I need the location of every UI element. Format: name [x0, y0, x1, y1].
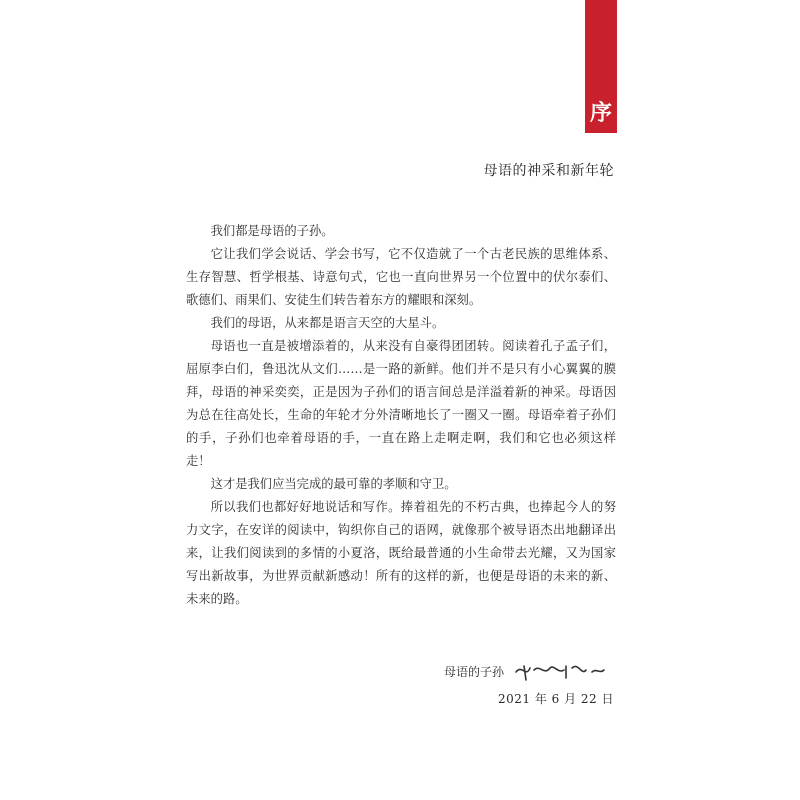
chapter-tab-label: 序 [589, 101, 612, 126]
handwritten-signature [514, 660, 614, 682]
paragraph: 它让我们学会说话、学会书写，它不仅造就了一个古老民族的思维体系、生存智慧、哲学根基、诗意句式，它也一直向世界另一个位置中的伏尔泰们、歌德们、雨果们、安徒生们转告着东方的耀眼和深刻。 [186, 247, 616, 307]
body-text [186, 220, 616, 611]
paragraph: 我们都是母语的子孙。 [210, 224, 334, 238]
paragraph: 母语也一直是被增添着的，从来没有自豪得团团转。阅读着孔子孟子们，屈原李白们，鲁迅沈从文们……是一路的新鲜。他们并不是只有小心翼翼的膜拜，母语的神采奕奕，正是因为子孙们的语言间总是洋溢着新的神采。母语因为总在往高处长，生命的年轮才分外清晰地长了一圈又一圈。母语牵着子孙们的手，子孙们也牵着母语的手，一直在路上走啊走啊，我们和它也必须这样走！ [186, 339, 616, 468]
chapter-tab [585, 0, 617, 133]
page-title: 母语的神采和新年轮 [483, 163, 614, 179]
paragraph: 这才是我们应当完成的最可靠的孝顺和守卫。 [210, 477, 457, 491]
signature-label: 母语的子孙 [443, 664, 504, 679]
paragraph: 我们的母语，从来都是语言天空的大星斗。 [210, 316, 445, 330]
date: 2021 年 6 月 22 日 [497, 692, 614, 706]
paragraph: 所以我们也都好好地说话和写作。捧着祖先的不朽古典，也捧起今人的努力文字，在安详的阅读中，钩织你自己的语网，就像那个被导语杰出地翻译出来，让我们阅读到的多情的小夏洛，既给最普通的小生命带去光耀，又为国家写出新故事，为世界贡献新感动！所有的这样的新，也便是母语的未来的新、未来的路。 [186, 500, 616, 606]
signature-line [444, 660, 614, 682]
